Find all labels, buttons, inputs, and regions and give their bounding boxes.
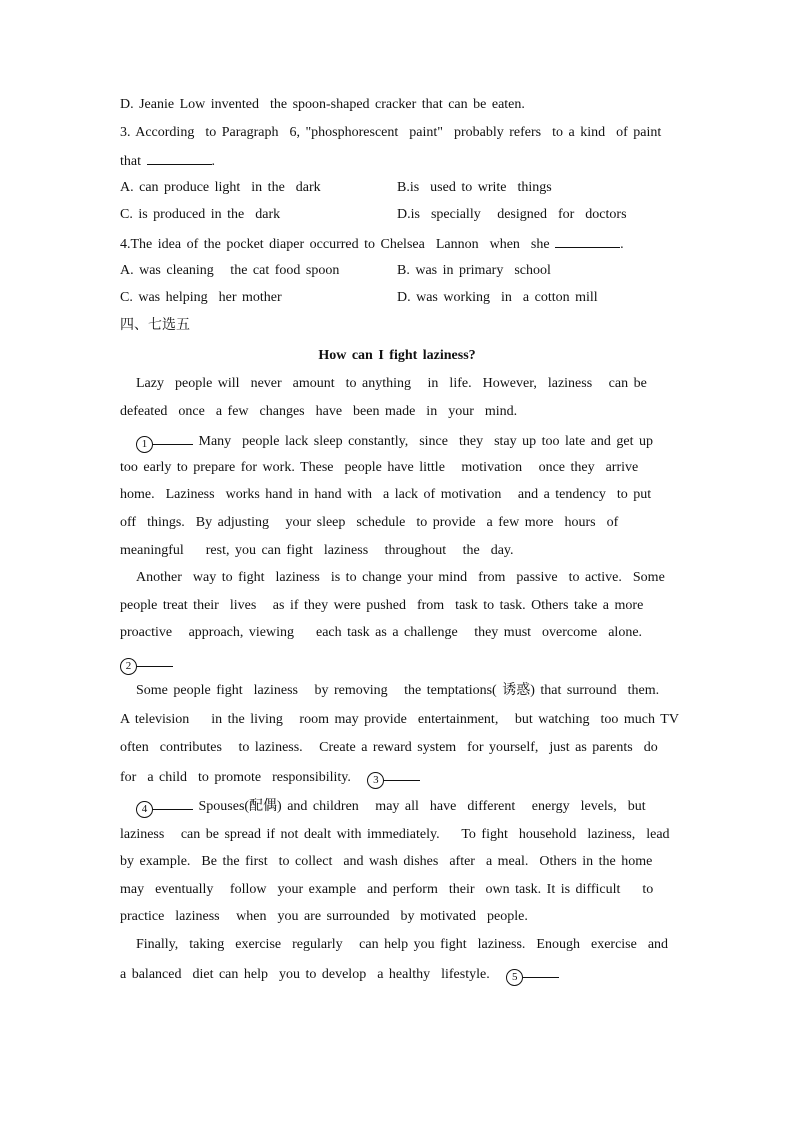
- passage-line: [120, 653, 173, 675]
- answer-blank-2: [137, 653, 173, 667]
- passage-line: proactive approach, viewing each task as a challenge they must overcome alone.: [120, 625, 643, 640]
- q4-stem-text: 4.The idea of the pocket diaper occurred to Chelsea Lannon when she: [120, 237, 550, 252]
- section-heading: 四、七选五: [120, 318, 190, 333]
- passage-text: Many people lack sleep constantly, since they stay up too late and get up: [198, 434, 654, 449]
- q3-stem-line1: 3. According to Paragraph 6, "phosphorescent paint" probably refers to a kind of paint: [120, 125, 662, 140]
- passage-line: Some people fight laziness by removing the temptations( 诱惑) that surround them.: [136, 683, 660, 698]
- q3-option-c: C. is produced in the dark: [120, 207, 281, 222]
- q2-option-d: D. Jeanie Low invented the spoon-shaped cracker that can be eaten.: [120, 97, 525, 112]
- q3-stem-suffix: .: [211, 154, 215, 169]
- blank-marker: 3: [367, 772, 384, 789]
- passage-line: defeated once a few changes have been made in your mind.: [120, 404, 518, 419]
- passage-line: may eventually follow your example and perform their own task. It is difficult to: [120, 882, 654, 897]
- q3-option-b: B.is used to write things: [397, 180, 552, 195]
- answer-blank-5: [523, 964, 559, 978]
- passage-line: practice laziness when you are surrounded by motivated people.: [120, 909, 528, 924]
- answer-blank-4: [153, 796, 193, 810]
- q3-stem-prefix: that: [120, 154, 141, 169]
- passage-line: Lazy people will never amount to anything in life. However, laziness can be: [136, 376, 647, 391]
- q4-option-d: D. was working in a cotton mill: [397, 290, 598, 305]
- q4-stem-suffix: .: [620, 237, 624, 252]
- answer-blank-1: [153, 431, 193, 445]
- q3-option-d: D.is specially designed for doctors: [397, 207, 627, 222]
- passage-line: laziness can be spread if not dealt with immediately. To fight household laziness, lead: [120, 827, 670, 842]
- q3-option-a: A. can produce light in the dark: [120, 180, 321, 195]
- blank-marker: 5: [506, 969, 523, 986]
- passage-line: Another way to fight laziness is to change your mind from passive to active. Some: [136, 570, 665, 585]
- passage-line: [136, 796, 646, 818]
- q4-option-a: A. was cleaning the cat food spoon: [120, 263, 340, 278]
- passage-line: [120, 767, 420, 789]
- passage-line: meaningful rest, you can fight laziness throughout the day.: [120, 543, 514, 558]
- q3-stem-line2: [120, 151, 215, 171]
- q4-answer-blank: [555, 234, 620, 248]
- passage-line: home. Laziness works hand in hand with a lack of motivation and a tendency to put: [120, 487, 652, 502]
- passage-line: by example. Be the first to collect and wash dishes after a meal. Others in the home: [120, 854, 653, 869]
- passage-line: [120, 964, 559, 986]
- passage-line: too early to prepare for work. These people have little motivation once they arrive: [120, 460, 639, 475]
- passage-text: a balanced diet can help you to develop a healthy lifestyle.: [120, 967, 490, 982]
- q4-option-c: C. was helping her mother: [120, 290, 282, 305]
- passage-line: off things. By adjusting your sleep schedule to provide a few more hours of: [120, 515, 619, 530]
- passage-line: people treat their lives as if they were pushed from task to task. Others take a more: [120, 598, 644, 613]
- q4-option-b: B. was in primary school: [397, 263, 551, 278]
- blank-marker: 1: [136, 436, 153, 453]
- passage-text: Spouses(配偶) and children may all have different energy levels, but: [198, 799, 646, 814]
- blank-marker: 4: [136, 801, 153, 818]
- passage-text: for a child to promote responsibility.: [120, 770, 351, 785]
- answer-blank-3: [384, 767, 420, 781]
- passage-title: How can I fight laziness?: [318, 348, 476, 363]
- blank-marker: 2: [120, 658, 137, 675]
- passage-line: often contributes to laziness. Create a reward system for yourself, just as parents do: [120, 740, 658, 755]
- q3-answer-blank: [147, 151, 212, 165]
- passage-line: [136, 431, 653, 453]
- q4-stem: [120, 234, 624, 254]
- passage-line: A television in the living room may provide entertainment, but watching too much TV: [120, 712, 679, 727]
- passage-line: Finally, taking exercise regularly can help you fight laziness. Enough exercise and: [136, 937, 669, 952]
